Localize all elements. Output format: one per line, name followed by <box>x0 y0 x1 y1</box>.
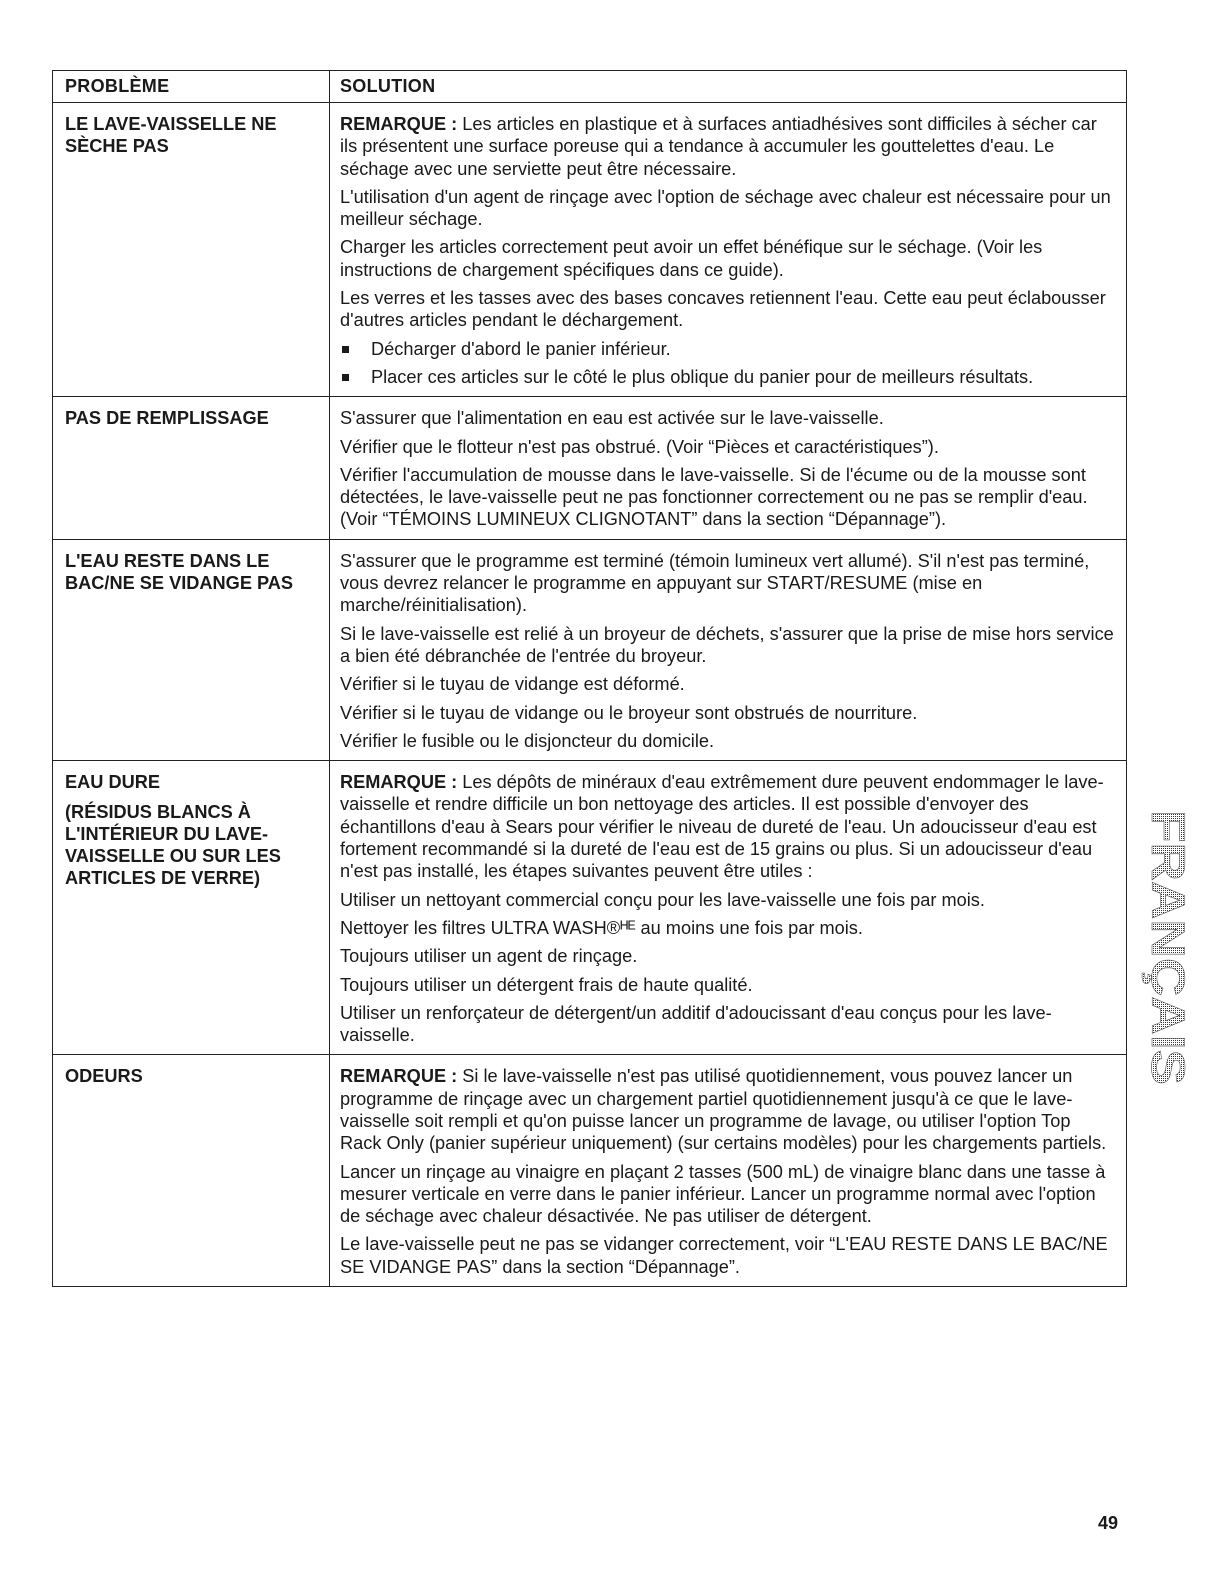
bullet-square-icon <box>342 346 349 353</box>
solution-cell <box>330 761 1127 1055</box>
solution-text: Toujours utiliser un détergent frais de haute qualité. <box>340 974 753 995</box>
bullet-square-icon <box>342 374 349 381</box>
problem-cell <box>53 1055 330 1287</box>
solution-paragraph <box>340 623 1116 668</box>
solution-text: Les verres et les tasses avec des bases concaves retiennent l'eau. Cette eau peut éclabousser d'autres articles pendant le déchargement. <box>340 288 1106 331</box>
problem-cell <box>53 539 330 760</box>
table-row <box>53 539 1127 760</box>
solution-paragraph <box>340 113 1116 180</box>
table-row <box>53 1055 1127 1287</box>
solution-cell <box>330 397 1127 539</box>
solution-text: S'assurer que l'alimentation en eau est activée sur le lave-vaisselle. <box>340 408 884 429</box>
solution-bullet-item <box>340 366 1116 388</box>
francais-side-tab <box>1138 810 1195 1090</box>
solution-text: Les articles en plastique et à surfaces antiadhésives sont difficiles à sécher car ils présentent une surface poreuse qui a tendance à accumuler les gouttelettes d'eau. Le séchage avec une serviette peut être nécessaire. <box>340 114 1097 179</box>
solution-paragraph <box>340 407 1116 429</box>
solution-paragraph <box>340 945 1116 967</box>
solution-text: Lancer un rinçage au vinaigre en plaçant 2 tasses (500 mL) de vinaigre blanc dans une tasse à mesurer verticale en verre dans le panier inférieur. Lancer un programme normal avec l'option de séchage avec chaleur désactivée. Ne pas utiliser de détergent. <box>340 1161 1106 1227</box>
solution-text: Toujours utiliser un agent de rinçage. <box>340 946 638 967</box>
troubleshooting-table <box>52 70 1127 1287</box>
solution-text: Vérifier que le flotteur n'est pas obstrué. (Voir “Pièces et caractéristiques”). <box>340 436 939 457</box>
solution-paragraph <box>340 1161 1116 1228</box>
solution-cell <box>330 539 1127 760</box>
table-row <box>53 397 1127 539</box>
problem-text: LE LAVE-VAISSELLE NE SÈCHE PAS <box>65 114 277 156</box>
table-header-row <box>53 71 1127 103</box>
problem-text: L'EAU RESTE DANS LE BAC/NE SE VIDANGE PAS <box>65 550 294 593</box>
solution-paragraph <box>340 287 1116 332</box>
solution-cell <box>330 103 1127 397</box>
solution-text: Vérifier l'accumulation de mousse dans le lave-vaisselle. Si de l'écume ou de la mousse sont détectées, le lave-vaisselle peut ne pas fonctionner correctement ou ne pas se remplir d'eau. (Voir “TÉMOINS LUMINEUX CLIGNOTANT” dans la section “Dépannage”). <box>340 464 1088 530</box>
solution-paragraph <box>340 436 1116 458</box>
table-row <box>53 103 1127 397</box>
solution-text: Décharger d'abord le panier inférieur. <box>371 338 671 359</box>
solution-text: Utiliser un renforçateur de détergent/un additif d'adoucissant d'eau conçus pour les lave-vaisselle. <box>340 1002 1052 1046</box>
solution-text: Nettoyer les filtres ULTRA WASH®ᴴᴱ au moins une fois par mois. <box>340 917 863 938</box>
solution-paragraph <box>340 889 1116 911</box>
solution-paragraph <box>340 730 1116 752</box>
solution-paragraph <box>340 771 1116 882</box>
solution-text: Les dépôts de minéraux d'eau extrêmement dure peuvent endommager le lave-vaisselle et rendre difficile un bon nettoyage des articles. Il est possible d'envoyer des échantillons d'eau à Sears pour vérifier le niveau de dureté de l'eau. Un adoucisseur d'eau est fortement recommandé si la dureté de l'eau est de 15 grains ou plus. Si un adoucisseur d'eau n'est pas installé, les étapes suivantes peuvent être utiles : <box>340 772 1104 882</box>
solution-text: L'utilisation d'un agent de rinçage avec l'option de séchage avec chaleur est nécessaire pour un meilleur séchage. <box>340 186 1111 230</box>
side-tab-label: FRANÇAIS <box>1142 810 1195 1053</box>
remark-label: REMARQUE : <box>340 1066 458 1087</box>
solution-text: Charger les articles correctement peut avoir un effet bénéfique sur le séchage. (Voir les instructions de chargement spécifiques dans ce guide). <box>340 237 1043 280</box>
problem-cell <box>53 103 330 397</box>
problem-text: EAU DURE <box>65 772 160 793</box>
remark-label: REMARQUE : <box>340 772 458 793</box>
table-row <box>53 761 1127 1055</box>
solution-text: Le lave-vaisselle peut ne pas se vidanger correctement, voir “L'EAU RESTE DANS LE BAC/NE SE VIDANGE PAS” dans la section “Dépannage”. <box>340 1234 1108 1277</box>
solution-bullet-item <box>340 338 1116 360</box>
problem-text: ODEURS <box>65 1066 143 1087</box>
problem-cell <box>53 761 330 1055</box>
solution-paragraph <box>340 673 1116 695</box>
solution-paragraph <box>340 917 1116 939</box>
solution-paragraph <box>340 1002 1116 1047</box>
solution-text: S'assurer que le programme est terminé (témoin lumineux vert allumé). S'il n'est pas terminé, vous devrez relancer le programme en appuyant sur START/RESUME (mise en marche/réinitialisation). <box>340 550 1090 616</box>
solution-text: Placer ces articles sur le côté le plus oblique du panier pour de meilleurs résultats. <box>371 366 1034 387</box>
header-solution: SOLUTION <box>330 71 1127 103</box>
remark-label: REMARQUE : <box>340 114 458 134</box>
problem-text: (RÉSIDUS BLANCS À L'INTÉRIEUR DU LAVE-VAISSELLE OU SUR LES ARTICLES DE VERRE) <box>65 802 281 889</box>
solution-text: Vérifier le fusible ou le disjoncteur du domicile. <box>340 730 715 751</box>
solution-paragraph <box>340 1065 1116 1154</box>
solution-paragraph <box>340 550 1116 617</box>
page-number: 49 <box>1098 1513 1119 1533</box>
problem-text: PAS DE REMPLISSAGE <box>65 408 269 429</box>
header-problem: PROBLÈME <box>53 71 330 103</box>
solution-paragraph <box>340 186 1116 231</box>
solution-cell <box>330 1055 1127 1287</box>
solution-text: Utiliser un nettoyant commercial conçu pour les lave-vaisselle une fois par mois. <box>340 889 985 910</box>
solution-text: Vérifier si le tuyau de vidange ou le broyeur sont obstrués de nourriture. <box>340 702 918 723</box>
solution-text: Si le lave-vaisselle est relié à un broyeur de déchets, s'assurer que la prise de mise hors service a bien été débranchée de l'entrée du broyeur. <box>340 623 1114 666</box>
solution-paragraph <box>340 464 1116 531</box>
solution-text: Si le lave-vaisselle n'est pas utilisé quotidiennement, vous pouvez lancer un programme de rinçage avec un chargement partiel quotidiennement jusqu'à ce que le lave-vaisselle soit rempli et qu'on puisse lancer un programme de lavage, ou utiliser l'option Top Rack Only (panier supérieur uniquement) (sur certains modèles) pour les chargements partiels. <box>340 1066 1107 1154</box>
solution-paragraph <box>340 236 1116 281</box>
solution-paragraph <box>340 702 1116 724</box>
table-body <box>53 103 1127 1287</box>
solution-paragraph <box>340 974 1116 996</box>
problem-cell <box>53 397 330 539</box>
solution-paragraph <box>340 1233 1116 1278</box>
solution-text: Vérifier si le tuyau de vidange est déformé. <box>340 674 685 695</box>
